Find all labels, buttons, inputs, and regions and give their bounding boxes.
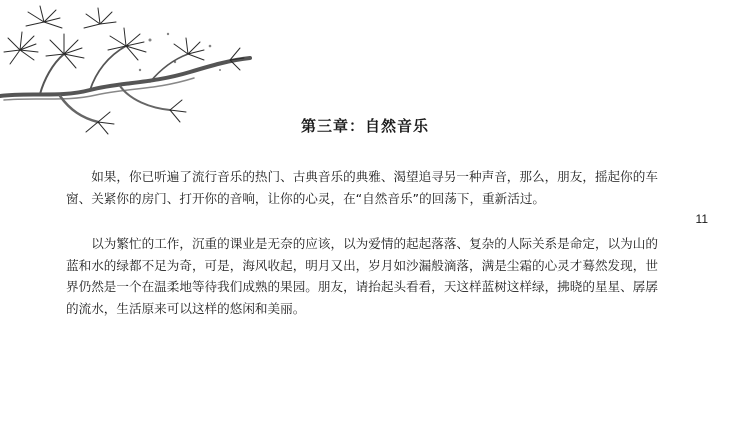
paragraph-1: 如果，你已听遍了流行音乐的热门、古典音乐的典雅、渴望追寻另一种声音，那么，朋友，摇起你的车窗、关紧你的房门、打开你的音响，让你的心灵，在“自然音乐”的回荡下，重新活过。 <box>66 169 658 206</box>
page-number: 11 <box>695 212 708 226</box>
paragraph-2: 以为繁忙的工作，沉重的课业是无奈的应该，以为爱情的起起落落、复杂的人际关系是命定，以为山的蓝和水的绿都不足为奇，可是，海风收起，明月又出，岁月如沙漏般滴落，满是尘霜的心灵才蓦然发现，世界仍然是一个在温柔地等待我们成熟的果园。朋友，请抬起头看看，天这样蓝树这样绿，拂晓的星星、孱孱的流水，生活原来可以这样的悠闲和美丽。 <box>66 236 658 316</box>
chapter-title: 第三章：自然音乐 <box>300 117 429 135</box>
